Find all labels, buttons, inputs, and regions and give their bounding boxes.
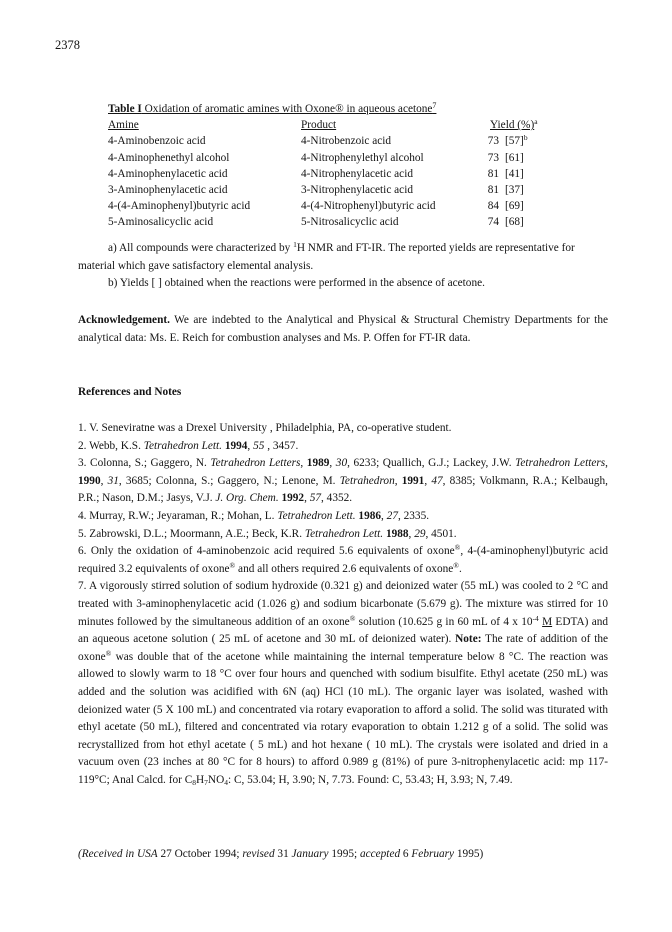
cell-amine: 4-(4-Aminophenyl)butyric acid <box>108 200 251 213</box>
reference-5: 5. Zabrowski, D.L.; Moormann, A.E.; Beck, K.R. Tetrahedron Lett. 1988, 29, 4501. <box>78 527 457 540</box>
table-body <box>108 133 568 230</box>
table-row <box>108 150 568 166</box>
yield-no-acetone: [57] <box>505 135 524 148</box>
header-amine: Amine <box>108 119 139 132</box>
header-yield-note: a <box>534 117 538 127</box>
table-row <box>108 133 568 149</box>
yield-value: 84 <box>487 200 499 213</box>
cell-product: 4-Nitrobenzoic acid <box>301 135 392 148</box>
yield-no-acetone: [61] <box>505 151 524 164</box>
cell-yield <box>466 182 568 198</box>
yield-value: 74 <box>487 216 499 229</box>
cell-product: 5-Nitrosalicyclic acid <box>301 216 399 229</box>
received-dates: (Received in USA 27 October 1994; revised 31 January 1995; accepted 6 February 1995) <box>78 848 484 860</box>
table-row <box>108 166 568 182</box>
table-footnotes <box>78 240 608 293</box>
cell-amine: 4-Aminobenzoic acid <box>108 135 206 148</box>
footnote-a <box>78 240 608 258</box>
table-row <box>108 214 568 230</box>
yield-note: b <box>523 133 528 143</box>
cell-yield <box>466 214 568 230</box>
reference-7: 7. A vigorously stirred solution of sodium hydroxide (0.321 g) and deionized water (55 mL) was cooled to 2 °C and treated with 3-aminophenylacetic acid (1.026 g) and sodium bicarbonate (5.679 g). The mixture was stirred for 10 minutes followed by the simultaneous addition of an oxone® solution (10.625 g in 60 mL of 4 x $10^{-4}$ M EDTA) and an aqueous acetone solution ( 25 mL of acetone and 30 mL of deionized water). Note: The rate of addition of the oxone® was double that of the acetone while maintaining the internal temperature below 8 °C. The reaction was allowed to slowly warm to 18 °C over four hours and quenched with sodium bisulfite. Ethyl acetate (250 mL) was added and the solution was acidified with 6N (aq) HCl (10 mL). The organic layer was isolated, washed with deionized water (5 X 100 mL) and concentrated via rotary evaporation to afford a solid. The solid was titurated with ethyl acetate (50 mL), filtered and concentrated via rotary evaporation to obtain 1.212 g of a solid. The solid was recrystallized from hot ethyl acetate ( 5 mL) and hot hexane ( 10 mL). The crystals were isolated and dried in a vacuum oven (23 inches at 80 °C for 8 hours) to afford 0.989 g (81%) of pure 3-nitrophenylacetic acid: mp 117-119°C; Anal Calcd. for $C_8H_7NO_4$: C, 53.04; H, 3.90; N, 7.73. Found: C, 53.43; H, 3.93; N, 7.49. <box>78 580 609 787</box>
cell-amine: 4-Aminophenethyl alcohol <box>108 151 230 164</box>
footnote-a-text-2: H NMR and FT-IR. The reported yields are representative for <box>296 242 575 254</box>
cell-yield <box>466 133 568 149</box>
yield-value: 81 <box>487 184 499 197</box>
table-header-row <box>108 117 568 133</box>
table-row <box>108 182 568 198</box>
cell-yield <box>466 166 568 182</box>
yield-no-acetone: [41] <box>505 167 524 180</box>
acknowledgement-label: Acknowledgement. <box>78 314 170 326</box>
cell-amine: 3-Aminophenylacetic acid <box>108 184 228 197</box>
yield-value: 73 <box>487 135 499 148</box>
yield-value: 81 <box>487 167 499 180</box>
table-caption-ref: 7 <box>432 101 437 110</box>
yield-value: 73 <box>487 151 499 164</box>
acknowledgement-text: We are indebted to the Analytical and Physical & Structural Chemistry Departments for the analytical data: Ms. E. Reich for combustion analyses and Ms. P. Offen for FT-IR data. <box>78 314 608 344</box>
cell-amine: 5-Aminosalicyclic acid <box>108 216 214 229</box>
reference-3: 3. Colonna, S.; Gaggero, N. Tetrahedron Letters, 1989, 30, 6233; Quallich, G.J.; Lackey, J.W. Tetrahedron Letters, 1990, 31, 3685; Colonna, S.; Gaggero, N.; Lenone, M. Tetrahedron, 1991, 47, 8385; Volkmann, R.A.; Kelbaugh, P.R.; Nason, D.M.; Jasys, V.J. J. Org. Chem. 1992, 57, 4352. <box>78 457 609 505</box>
reference-6: 6. Only the oxidation of 4-aminobenzoic acid required 5.6 equivalents of oxone®, 4-(4-aminophenyl)butyric acid required 3.2 equivalents of oxone® and all others required 2.6 equivalents of oxone®. <box>78 543 608 575</box>
table-label: Table I <box>108 103 142 115</box>
page-number: 2378 <box>55 38 80 52</box>
yield-no-acetone: [37] <box>505 184 524 197</box>
results-table <box>108 101 568 231</box>
reference-1: 1. V. Seneviratne was a Drexel University , Philadelphia, PA, co-operative student. <box>78 422 452 434</box>
cell-product: 4-Nitrophenylacetic acid <box>301 167 413 180</box>
yield-no-acetone: [68] <box>505 216 524 229</box>
cell-amine: 4-Aminophenylacetic acid <box>108 167 228 180</box>
cell-yield <box>466 150 568 166</box>
header-yield: Yield (%) <box>490 119 535 132</box>
header-product: Product <box>301 119 337 132</box>
footnote-a-cont: material which gave satisfactory elemental analysis. <box>78 259 314 272</box>
references-heading: References and Notes <box>78 386 182 398</box>
yield-no-acetone: [69] <box>505 200 524 213</box>
reference-2: 2. Webb, K.S. Tetrahedron Lett. 1994, 55 , 3457. <box>78 439 299 452</box>
cell-yield <box>466 198 568 214</box>
table-caption-text: Oxidation of aromatic amines with Oxone® in aqueous acetone <box>141 103 433 115</box>
table-row <box>108 198 568 214</box>
table-caption <box>108 101 568 117</box>
cell-product: 4-Nitrophenylethyl alcohol <box>301 151 424 164</box>
footnote-a-text: a) All compounds were characterized by <box>108 242 294 254</box>
footnote-a-sup: 1 <box>293 240 297 249</box>
cell-product: 3-Nitrophenylacetic acid <box>301 184 413 197</box>
acknowledgement <box>78 312 608 347</box>
footnote-b: b) Yields [ ] obtained when the reactions were performed in the absence of acetone. <box>108 277 485 289</box>
references-list <box>78 420 608 789</box>
reference-4: 4. Murray, R.W.; Jeyaraman, R.; Mohan, L. Tetrahedron Lett. 1986, 27, 2335. <box>78 509 430 522</box>
cell-product: 4-(4-Nitrophenyl)butyric acid <box>301 200 436 213</box>
